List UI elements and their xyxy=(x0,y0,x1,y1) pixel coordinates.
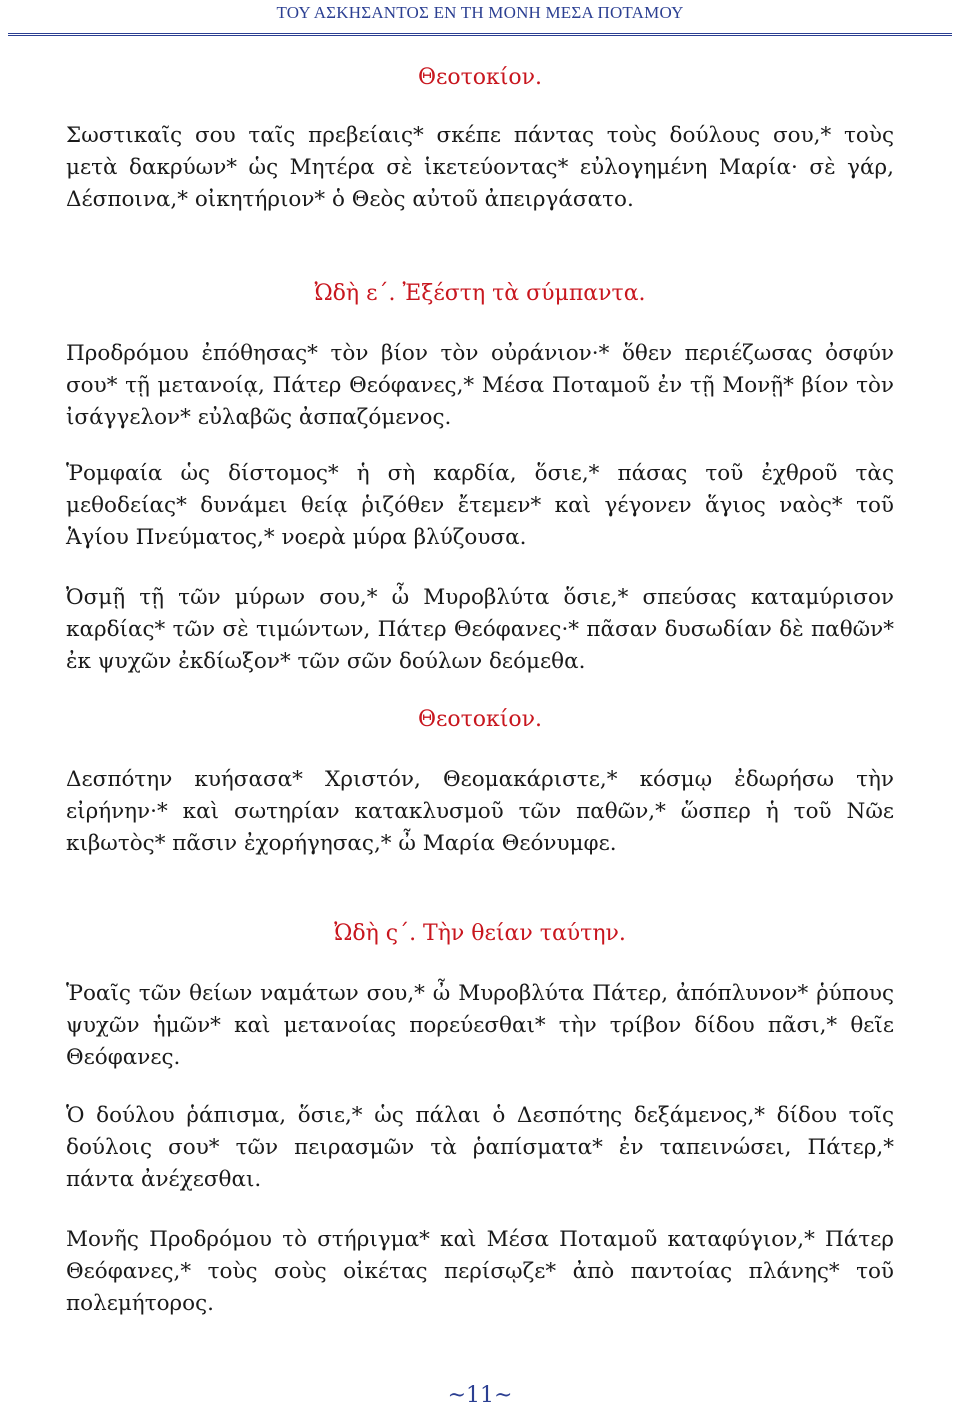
paragraph-ode5-troparion-1: Προδρόμου ἐπόθησας* τὸν βίον τὸν οὐράνιον·* ὅθεν περιέζωσας ὀσφύν σου* τῇ μετανοίᾳ, Πάτερ Θεόφανες,* Μέσα Ποταμοῦ ἐν τῇ Μονῇ* βίον τὸν ἰσάγγελον* εὐλαβῶς ἀσπαζόμενος. xyxy=(66,341,894,430)
heading-theotokion-1: Θεοτοκίον. xyxy=(417,65,543,90)
paragraph-ode5-troparion-3: Ὀσμῇ τῇ τῶν μύρων σου,* ὦ Μυροβλύτα ὅσιε,* σπεύσας καταμύρισον καρδίας* τῶν σὲ τιμώντων, Πάτερ Θεόφανες·* πᾶσαν δυσωδίαν δὲ παθῶν* ἐκ ψυχῶν ἐκδίωξον* τῶν σῶν δούλων δεόμεθα. xyxy=(66,585,894,674)
heading-ode-5: Ὠδὴ ε΄. Ἐξέστη τὰ σύμπαντα. xyxy=(314,281,646,306)
paragraph-theotokion-1: Σωστικαῖς σου ταῖς πρεβείαις* σκέπε πάντας τοὺς δούλους σου,* τοὺς μετὰ δακρύων* ὡς Μητέρα σὲ ἱκετεύοντας* εὐλογημένη Μαρία· σὲ γάρ, Δέσποινα,* οἰκητήριον* ὁ Θεὸς αὐτοῦ ἀπειργάσατο. xyxy=(66,123,894,212)
page-number: ~11~ xyxy=(447,1383,513,1408)
paragraph-ode6-troparion-1: Ῥοαῖς τῶν θείων ναμάτων σου,* ὦ Μυροβλύτα Πάτερ, ἀπόπλυνον* ῥύπους ψυχῶν ἡμῶν* καὶ μετανοίας πορεύεσθαι* τὴν τρίβον δίδου πᾶσι,* θεῖε Θεόφανες. xyxy=(66,981,894,1070)
paragraph-theotokion-2: Δεσπότην κυήσασα* Χριστόν, Θεομακάριστε,* κόσμῳ ἐδωρήσω τὴν εἰρήνην·* καὶ σωτηρίαν κατακλυσμοῦ τῶν παθῶν,* ὥσπερ ἡ τοῦ Νῶε κιβωτὸς* πᾶσιν ἐχορήγησας,* ὦ Μαρία Θεόνυμφε. xyxy=(66,767,894,856)
paragraph-ode6-troparion-3: Μονῆς Προδρόμου τὸ στήριγμα* καὶ Μέσα Ποταμοῦ καταφύγιον,* Πάτερ Θεόφανες,* τοὺς σοὺς οἰκέτας περίσῳζε* ἀπὸ παντοίας πλάνης* τοῦ πολεμήτορος. xyxy=(66,1227,894,1316)
header-rule xyxy=(8,33,952,36)
heading-ode-6: Ὠδὴ ς΄. Τὴν θείαν ταύτην. xyxy=(334,921,626,946)
running-header xyxy=(0,0,960,40)
paragraph-ode5-troparion-2: Ῥομφαία ὡς δίστομος* ἡ σὴ καρδία, ὅσιε,* πάσας τοῦ ἐχθροῦ τὰς μεθοδείας* δυνάμει θείᾳ ῥιζόθεν ἔτεμεν* καὶ γέγονεν ἅγιος ναὸς* τοῦ Ἁγίου Πνεύματος,* νοερὰ μύρα βλύζουσα. xyxy=(66,461,894,550)
heading-theotokion-2: Θεοτοκίον. xyxy=(417,707,543,732)
header-title: ΤΟΥ ΑΣΚΗΣΑΝΤΟΣ ΕΝ ΤΗ ΜΟΝΗ ΜΕΣΑ ΠΟΤΑΜΟΥ xyxy=(276,3,684,22)
paragraph-ode6-troparion-2: Ὁ δούλου ῥάπισμα, ὅσιε,* ὡς πάλαι ὁ Δεσπότης δεξάμενος,* δίδου τοῖς δούλοις σου* τῶν πειρασμῶν τὰ ῥαπίσματα* ἐν ταπεινώσει, Πάτερ,* πάντα ἀνέχεσθαι. xyxy=(66,1103,894,1192)
